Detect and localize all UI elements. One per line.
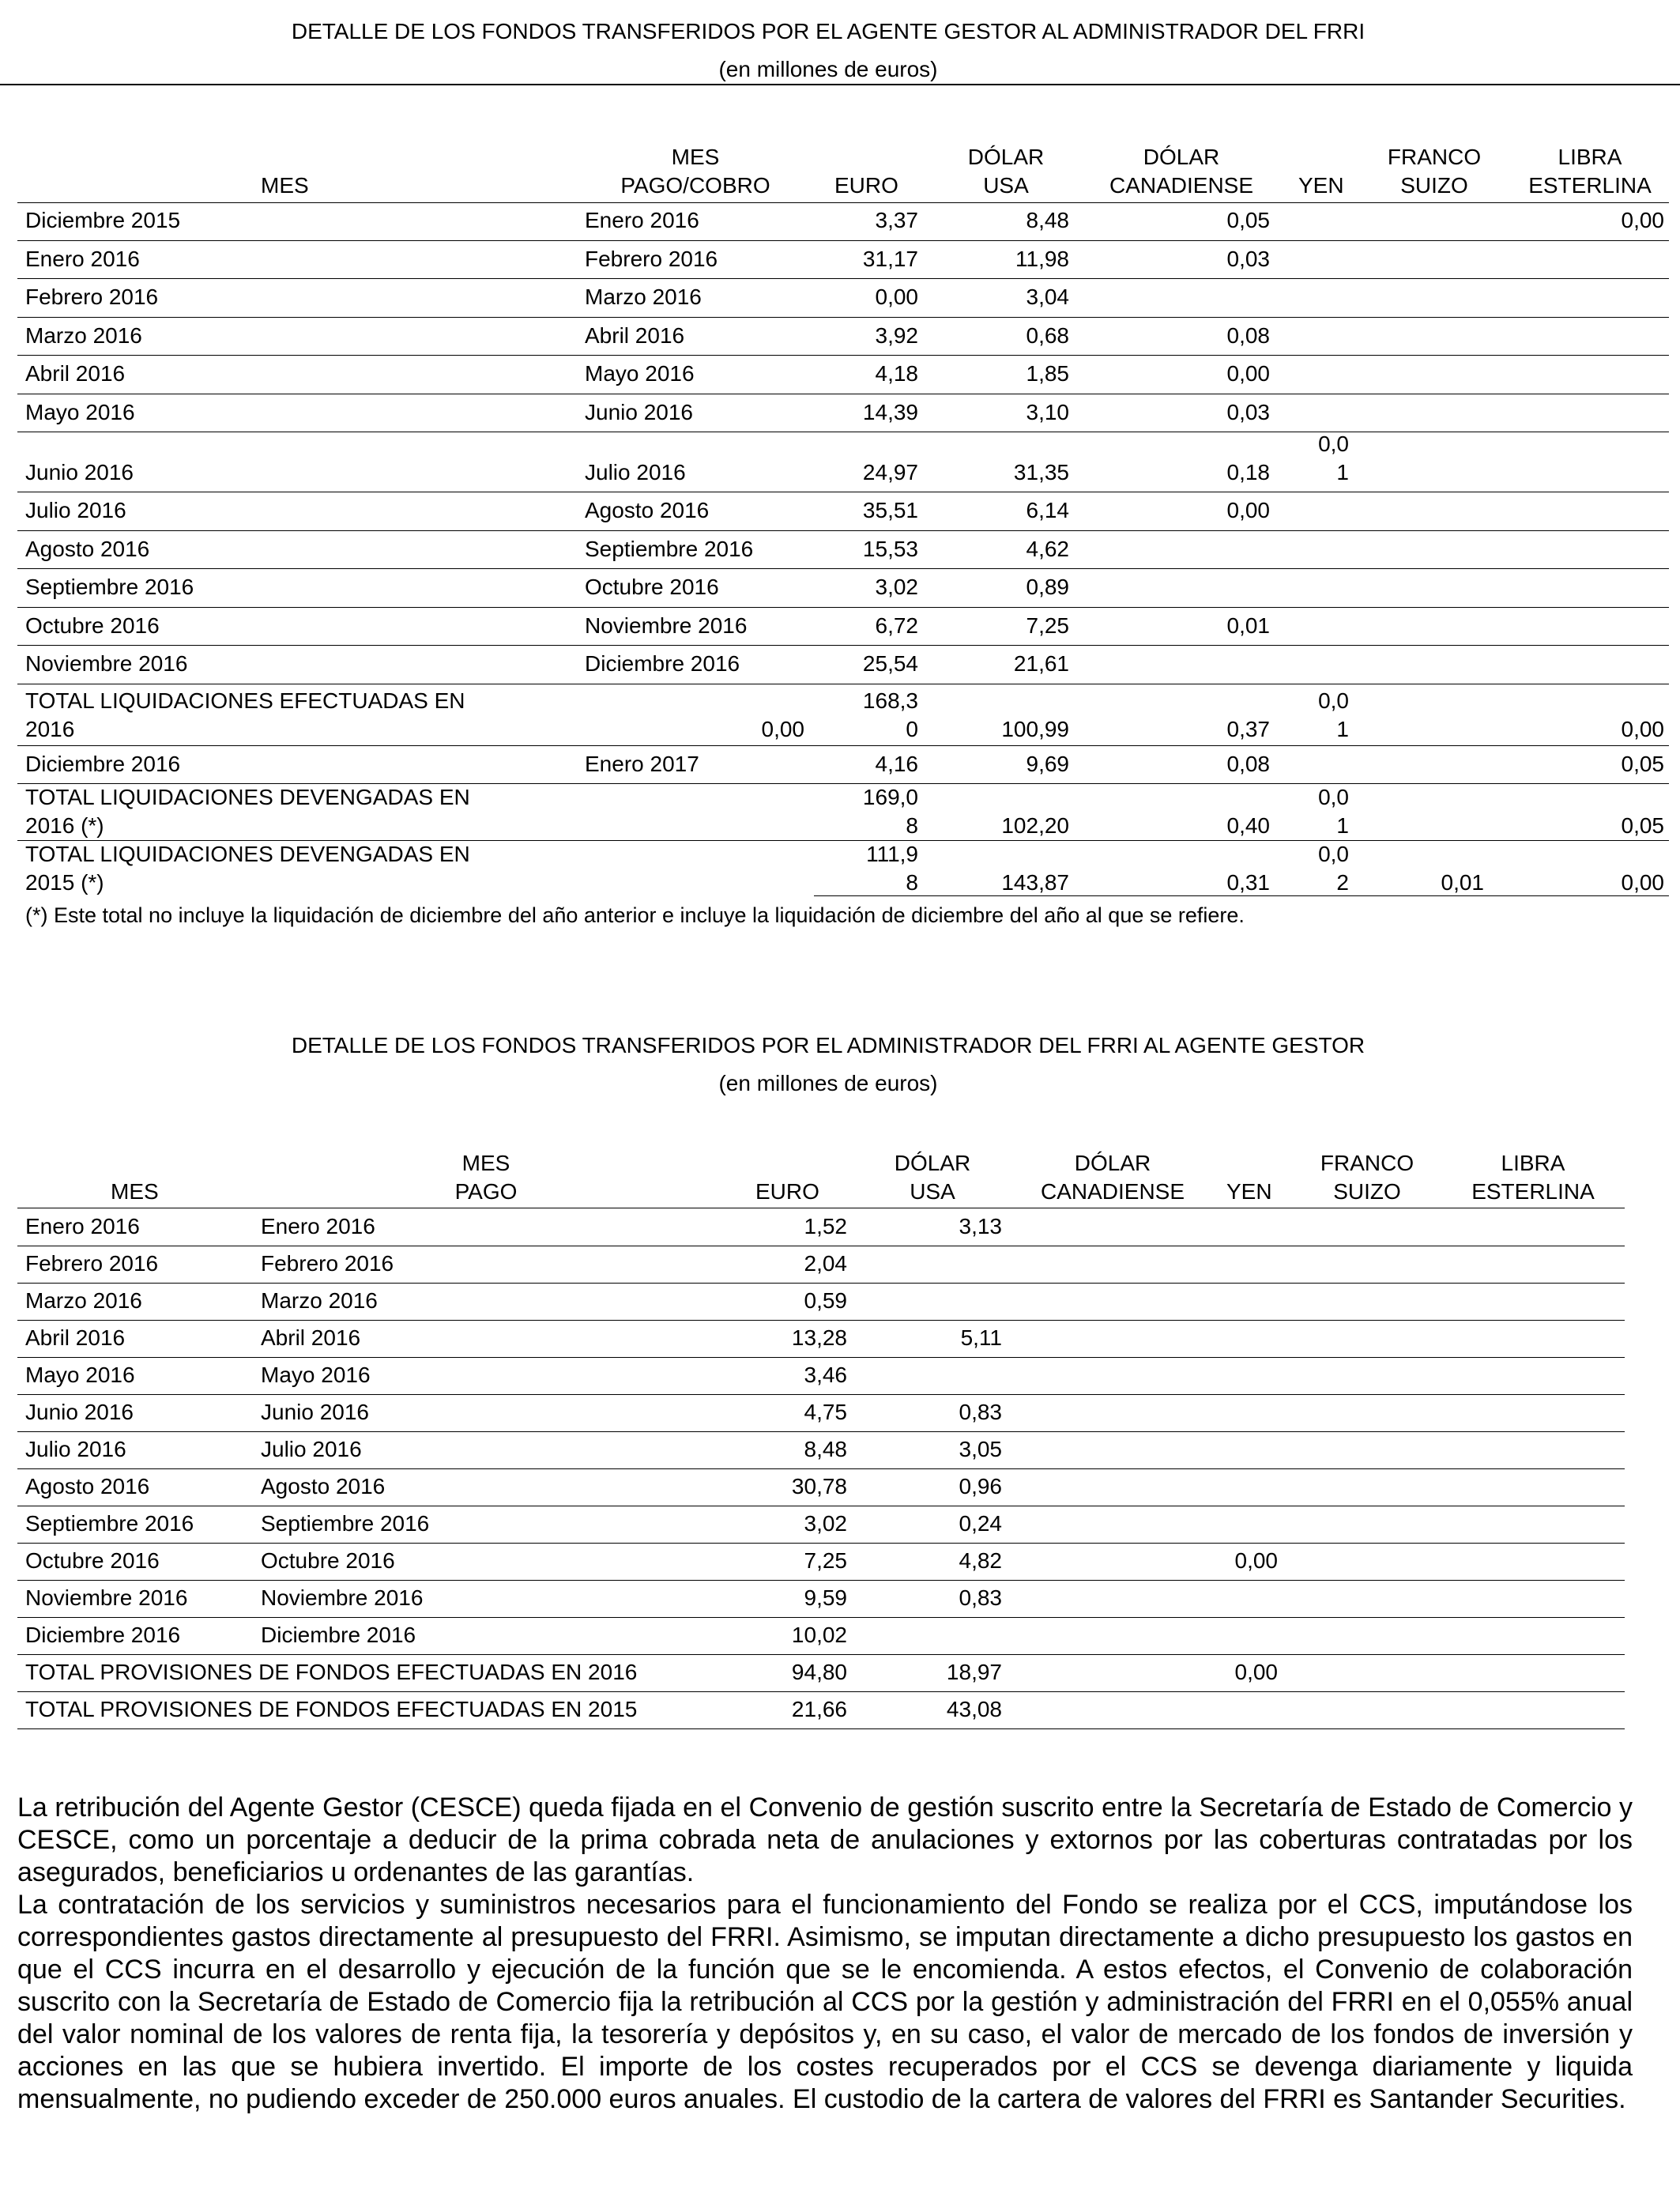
total-efectuadas-label: TOTAL LIQUIDACIONES EFECTUADAS EN xyxy=(25,688,465,713)
table-row-mes: Octubre 2016 xyxy=(25,613,160,638)
t1-header-cad: DÓLAR CANADIENSE xyxy=(1109,145,1254,198)
total-devengadas-2016-yen: 0,0 xyxy=(1318,784,1349,809)
table-row-euro: 9,59 xyxy=(804,1585,847,1610)
table1-subtitle: (en millones de euros) xyxy=(718,57,938,81)
t1-header-usd: DÓLAR USA xyxy=(967,145,1045,198)
total-provisiones-usd: 43,08 xyxy=(946,1697,1002,1721)
table-row-pago: Enero 2017 xyxy=(585,751,699,776)
table-row-divider xyxy=(17,1468,1625,1469)
table-row-divider xyxy=(17,355,1669,356)
t1-header-mes: MES xyxy=(261,173,309,198)
table-row-euro: 6,72 xyxy=(875,613,918,638)
table-row-cad: 0,03 xyxy=(1226,246,1270,271)
table-row-pago: Abril 2016 xyxy=(585,322,685,348)
table-row-euro: 1,52 xyxy=(804,1214,847,1238)
table-row-pago: Noviembre 2016 xyxy=(585,613,748,638)
total-devengadas-2016-label: 2016 (*) xyxy=(25,812,104,838)
table-row-pago: Septiembre 2016 xyxy=(585,536,754,561)
table-row-mes: Diciembre 2015 xyxy=(25,208,181,232)
table-row-mes: Agosto 2016 xyxy=(25,1474,150,1498)
t1-header-chf: FRANCO SUIZO xyxy=(1387,145,1482,198)
table-row-mes: Diciembre 2016 xyxy=(25,1623,181,1647)
total-devengadas-2015-euro: 8 xyxy=(906,869,918,895)
total-devengadas-2016-euro: 169,0 xyxy=(862,784,918,809)
table-row-pago: Enero 2016 xyxy=(585,208,699,232)
table-row-pago: Diciembre 2016 xyxy=(261,1623,416,1647)
body-text xyxy=(17,1792,1633,2116)
table-row-cad: 0,00 xyxy=(1226,498,1270,522)
table-row-mes: Junio 2016 xyxy=(25,460,134,484)
table-row-mes: Junio 2016 xyxy=(25,1400,134,1424)
table-row-euro: 35,51 xyxy=(862,498,918,522)
table-row-pago: Mayo 2016 xyxy=(261,1363,371,1387)
total-efectuadas-yen: 1 xyxy=(1336,716,1349,741)
table-row-divider xyxy=(17,645,1669,646)
table-row-usd: 7,25 xyxy=(1026,613,1069,638)
table-row-divider xyxy=(17,607,1669,608)
table-row-mes: Julio 2016 xyxy=(25,498,126,522)
table-row-divider xyxy=(17,1691,1625,1692)
table-row-mes: Octubre 2016 xyxy=(25,1548,160,1573)
t1-header-euro: EURO xyxy=(834,173,898,198)
table-row-pago: Agosto 2016 xyxy=(585,498,710,522)
table-row-pago: Junio 2016 xyxy=(585,399,694,424)
table-row-usd: 3,10 xyxy=(1026,399,1069,424)
table-row-divider xyxy=(17,278,1669,279)
table-row-euro: 30,78 xyxy=(791,1474,847,1498)
table-row-divider xyxy=(17,1728,1625,1729)
paragraph-retribucion: La retribución del Agente Gestor (CESCE) queda fijada en el Convenio de gestión suscrito entre la Secretaría de Estado de Comercio y CESCE, como un porcentaje a deducir de la prima cobrada neta de anulaciones y extornos por las coberturas contratadas por los asegurados, beneficiarios u ordenantes de las garantías. xyxy=(17,1793,1633,1887)
table-row-divider xyxy=(17,1543,1625,1544)
table-row-euro: 3,92 xyxy=(875,322,918,348)
table-row-gbp: 0,05 xyxy=(1621,751,1664,776)
table-row-usd: 3,13 xyxy=(959,1214,1002,1238)
table-row-pago: Marzo 2016 xyxy=(261,1288,378,1313)
table-row-usd: 0,96 xyxy=(959,1474,1002,1498)
table-row-divider xyxy=(17,1617,1625,1618)
table-row-usd: 31,35 xyxy=(1013,460,1069,484)
table-row-euro: 4,75 xyxy=(804,1400,847,1424)
table-row-yen: 0,00 xyxy=(1234,1548,1278,1573)
table-row-euro: 4,16 xyxy=(875,751,918,776)
table-row-mes: Mayo 2016 xyxy=(25,1363,135,1387)
total-efectuadas-pago: 0,00 xyxy=(761,716,804,741)
table-row-gbp: 0,00 xyxy=(1621,208,1664,232)
table-row-mes: Julio 2016 xyxy=(25,1437,126,1461)
table1-title: DETALLE DE LOS FONDOS TRANSFERIDOS POR EL AGENTE GESTOR AL ADMINISTRADOR DEL FRRI xyxy=(291,19,1365,43)
table-row-mes: Marzo 2016 xyxy=(25,322,142,348)
total-efectuadas-euro: 0 xyxy=(906,716,918,741)
table-row-mes: Febrero 2016 xyxy=(25,285,159,309)
total-devengadas-2015-chf: 0,01 xyxy=(1441,869,1484,895)
table-row-usd: 8,48 xyxy=(1026,208,1069,232)
t1-header-yen: YEN xyxy=(1298,173,1344,198)
table-row-euro: 7,25 xyxy=(804,1548,847,1573)
t2-header-usd: DÓLAR USA xyxy=(894,1151,971,1204)
table-row-usd: 11,98 xyxy=(1015,246,1069,271)
table-row-usd: 0,68 xyxy=(1026,322,1069,348)
total-devengadas-2015-usd: 143,87 xyxy=(1001,869,1069,895)
table-row-usd: 0,24 xyxy=(959,1511,1002,1536)
table-row-mes: Septiembre 2016 xyxy=(25,575,194,599)
table-row-pago: Marzo 2016 xyxy=(585,285,702,309)
total-efectuadas-yen: 0,0 xyxy=(1318,688,1349,713)
table-row-divider xyxy=(17,317,1669,318)
total-provisiones-euro: 21,66 xyxy=(791,1697,847,1721)
table-row-euro: 13,28 xyxy=(791,1325,847,1350)
table-row-usd: 5,11 xyxy=(960,1325,1002,1350)
table-row-mes: Agosto 2016 xyxy=(25,536,150,561)
table-row-euro: 3,37 xyxy=(875,208,918,232)
total-efectuadas-label: 2016 xyxy=(25,716,75,741)
table-row-euro: 25,54 xyxy=(862,651,918,676)
table-row-divider xyxy=(17,1320,1625,1321)
t2-header-euro: EURO xyxy=(755,1179,819,1204)
table-row-cad: 0,05 xyxy=(1226,208,1270,232)
table-row-pago: Septiembre 2016 xyxy=(261,1511,430,1536)
table-row-divider xyxy=(17,1580,1625,1581)
table-row-usd: 0,89 xyxy=(1026,575,1069,599)
table-row-divider xyxy=(17,1654,1625,1655)
table-row-mes: Noviembre 2016 xyxy=(25,651,188,676)
total-provisiones-label: TOTAL PROVISIONES DE FONDOS EFECTUADAS EN 2016 xyxy=(25,1660,638,1684)
table-row-mes: Septiembre 2016 xyxy=(25,1511,194,1536)
total-devengadas-2015-yen: 2 xyxy=(1336,869,1349,895)
t1-header-gbp: LIBRA ESTERLINA xyxy=(1528,145,1652,198)
table-row-usd: 0,83 xyxy=(959,1400,1002,1424)
total-provisiones-euro: 94,80 xyxy=(791,1660,847,1684)
table-row-usd: 4,82 xyxy=(959,1548,1002,1573)
table-row-mes: Enero 2016 xyxy=(25,246,140,271)
table-row-euro: 4,18 xyxy=(875,361,918,386)
table-row-euro: 0,59 xyxy=(804,1288,847,1313)
table-row-cad: 0,18 xyxy=(1226,460,1270,484)
table-row-pago: Febrero 2016 xyxy=(261,1251,394,1276)
table-row-mes: Abril 2016 xyxy=(25,361,126,386)
table-row-divider xyxy=(17,1283,1625,1284)
table-row-cad: 0,08 xyxy=(1226,751,1270,776)
paragraph-contratacion: La contratación de los servicios y suministros necesarios para el funcionamiento del Fondo se realiza por el CCS, imputándose los correspondientes gastos directamente al presupuesto del FRRI. Asimismo, se imputan directamente a dicho presupuesto los gastos en que el CCS incurra en el desarrollo y ejecución de la función que se le encomienda. A estos efectos, el Convenio de colaboración suscrito con la Secretaría de Estado de Comercio fija la retribución al CCS por la gestión y administración del FRRI en el 0,055% anual del valor nominal de los valores de renta fija, la tesorería y depósitos y, en su caso, el valor de mercado de los fondos de inversión y acciones en las que se hubiera invertido. El importe de los costes recuperados por el CCS se devenga diariamente y liquida mensualmente, no pudiendo exceder de 250.000 euros anuales. El custodio de la cartera de valores del FRRI es Santander Securities. xyxy=(17,1890,1633,2114)
table-row-pago: Febrero 2016 xyxy=(585,246,718,271)
table-row-euro: 3,02 xyxy=(804,1511,847,1536)
total-devengadas-2016-gbp: 0,05 xyxy=(1621,812,1664,838)
table-row-pago: Junio 2016 xyxy=(261,1400,370,1424)
table-row-euro: 15,53 xyxy=(862,536,918,561)
table-row-mes: Marzo 2016 xyxy=(25,1288,142,1313)
total-efectuadas-usd: 100,99 xyxy=(1001,716,1069,741)
table-row-pago: Enero 2016 xyxy=(261,1214,375,1238)
table-row-euro: 14,39 xyxy=(862,399,918,424)
table-row-usd: 6,14 xyxy=(1026,498,1069,522)
table-row-divider xyxy=(17,745,1669,746)
total-devengadas-2015-label: 2015 (*) xyxy=(25,869,104,895)
table-row-cad: 0,08 xyxy=(1226,322,1270,348)
total-devengadas-2015-gbp: 0,00 xyxy=(1621,869,1664,895)
table-row-divider xyxy=(17,1431,1625,1432)
table-row-pago: Julio 2016 xyxy=(261,1437,362,1461)
total-devengadas-2016-euro: 8 xyxy=(906,812,918,838)
total-devengadas-2016-cad: 0,40 xyxy=(1226,812,1270,838)
table-row-cad: 0,00 xyxy=(1226,361,1270,386)
table-row-pago: Noviembre 2016 xyxy=(261,1585,424,1610)
table-row-divider xyxy=(17,240,1669,241)
total-provisiones-label: TOTAL PROVISIONES DE FONDOS EFECTUADAS EN 2015 xyxy=(25,1697,638,1721)
table-row-usd: 4,62 xyxy=(1026,536,1069,561)
table-row-mes: Noviembre 2016 xyxy=(25,1585,188,1610)
table-bottom-rule xyxy=(814,895,1669,896)
total-devengadas-2015-euro: 111,9 xyxy=(866,841,918,866)
total-provisiones-yen: 0,00 xyxy=(1234,1660,1278,1684)
t1-header-rule xyxy=(17,202,1669,203)
table-row-usd: 1,85 xyxy=(1026,361,1069,386)
table-row-euro: 10,02 xyxy=(791,1623,847,1647)
t2-header-yen: YEN xyxy=(1226,1179,1272,1204)
table-row-cad: 0,03 xyxy=(1226,399,1270,424)
total-efectuadas-cad: 0,37 xyxy=(1226,716,1270,741)
t2-header-gbp: LIBRA ESTERLINA xyxy=(1471,1151,1595,1204)
table-row-usd: 3,04 xyxy=(1026,285,1069,309)
total-efectuadas-gbp: 0,00 xyxy=(1621,716,1664,741)
t2-header-mes: MES xyxy=(111,1179,159,1204)
total-devengadas-2015-cad: 0,31 xyxy=(1226,869,1270,895)
table-row-mes: Febrero 2016 xyxy=(25,1251,159,1276)
table-row-pago: Diciembre 2016 xyxy=(585,651,740,676)
table2-title: DETALLE DE LOS FONDOS TRANSFERIDOS POR EL ADMINISTRADOR DEL FRRI AL AGENTE GESTOR xyxy=(291,1033,1365,1057)
table1-top-rule xyxy=(0,84,1680,85)
total-efectuadas-euro: 168,3 xyxy=(862,688,918,713)
table-row-cad: 0,01 xyxy=(1226,613,1270,638)
table-row-pago: Octubre 2016 xyxy=(585,575,719,599)
table-row-euro: 0,00 xyxy=(875,285,918,309)
table-row-euro: 8,48 xyxy=(804,1437,847,1461)
table-row-usd: 21,61 xyxy=(1013,651,1069,676)
table-row-pago: Agosto 2016 xyxy=(261,1474,386,1498)
table-row-euro: 31,17 xyxy=(862,246,918,271)
table-row-mes: Abril 2016 xyxy=(25,1325,126,1350)
t2-header-mes-pago: MES PAGO xyxy=(454,1151,518,1204)
total-devengadas-2016-yen: 1 xyxy=(1336,812,1349,838)
table-row-mes: Mayo 2016 xyxy=(25,399,135,424)
total-devengadas-2015-yen: 0,0 xyxy=(1318,841,1349,866)
table1-footnote: (*) Este total no incluye la liquidación de diciembre del año anterior e incluye la liquidación de diciembre del año al que se refiere. xyxy=(25,903,1245,927)
table-row-divider xyxy=(17,530,1669,531)
table-row-mes: Enero 2016 xyxy=(25,1214,140,1238)
total-provisiones-usd: 18,97 xyxy=(946,1660,1002,1684)
table-row-usd: 9,69 xyxy=(1026,751,1069,776)
table-row-pago: Julio 2016 xyxy=(585,460,686,484)
total-devengadas-2016-usd: 102,20 xyxy=(1001,812,1069,838)
table-row-euro: 2,04 xyxy=(804,1251,847,1276)
table-row-yen: 0,0 xyxy=(1318,432,1349,456)
table-row-divider xyxy=(17,1357,1625,1358)
table-row-euro: 3,46 xyxy=(804,1363,847,1387)
table-row-usd: 0,83 xyxy=(959,1585,1002,1610)
table-row-pago: Abril 2016 xyxy=(261,1325,361,1350)
table-row-euro: 24,97 xyxy=(862,460,918,484)
total-devengadas-2015-label: TOTAL LIQUIDACIONES DEVENGADAS EN xyxy=(25,841,470,866)
table2-subtitle: (en millones de euros) xyxy=(718,1071,938,1095)
table-row-mes: Diciembre 2016 xyxy=(25,751,181,776)
table-row-divider xyxy=(17,568,1669,569)
table-row-pago: Mayo 2016 xyxy=(585,361,695,386)
table-row-yen: 1 xyxy=(1336,460,1349,484)
table-row-euro: 3,02 xyxy=(875,575,918,599)
table-row-pago: Octubre 2016 xyxy=(261,1548,395,1573)
t2-header-chf: FRANCO SUIZO xyxy=(1320,1151,1414,1204)
t1-header-mes-pago: MES PAGO/COBRO xyxy=(620,145,770,198)
t2-header-cad: DÓLAR CANADIENSE xyxy=(1040,1151,1185,1204)
table-row-usd: 3,05 xyxy=(959,1437,1002,1461)
total-devengadas-2016-label: TOTAL LIQUIDACIONES DEVENGADAS EN xyxy=(25,784,470,809)
table-row-divider xyxy=(17,1394,1625,1395)
